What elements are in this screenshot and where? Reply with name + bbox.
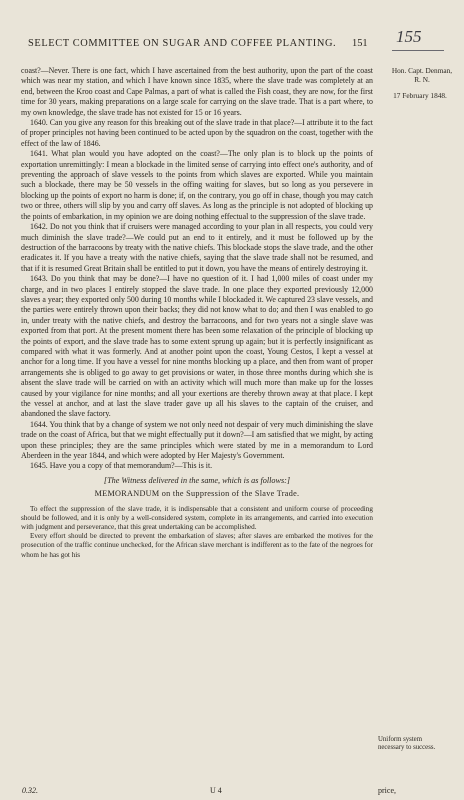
question-1645: 1645. Have you a copy of that memorandum?—This is it. [30, 461, 213, 471]
memorandum-title: MEMORANDUM on the Suppression of the Slave Trade. [94, 489, 300, 499]
handwritten-page-number: 155 [396, 27, 422, 46]
footer-catchword: price, [378, 786, 396, 795]
paragraph-continuation: coast?—Never. There is one fact, which I have ascertained from the best authority, upon the part of the coast which was near my station, and which I have known since 1835, where the slave trade was completely at an end, between the Kroo coast and Cape Palmas, a part of what is called the Fish coast, they are now, for the first time for 30 years, making preparations on a large scale for carrying on the slave trade. That is a part where, to my own knowledge, the slave trade has not existed for 15 or 16 years. [21, 66, 373, 117]
handwritten-underline [392, 50, 444, 51]
margin-memo-note: Uniform system necessary to success. [378, 736, 436, 752]
page-number: 151 [352, 38, 368, 49]
question-1640: 1640. Can you give any reason for this breaking out of the slave trade in that place?—I attribute it to the fact of proper principles not having been continued to be acted upon by the squadron on the coast, together with the effect of the law of 1846. [21, 118, 373, 148]
question-1643: 1643. Do you think that may be done?—I have no question of it. I had 1,000 miles of coast under my charge, and in two places I entirely stopped the slave trade. In one place they exported previously 12,000 slaves a year; they exported only 500 during 10 months while I blockaded it. We captured 23 slave vessels, and the parties were entirely thrown upon their backs; they did not know what to do; and then I was enabled to go in, under treaty with the native chiefs, and destroy the barracoons, and for two years not a single slave was exported from that port. At the present moment there has been some relaxation of the principle of blocking up the points of export, and the slave trade has to some extent sprung up again; but it is perfectly insignificant as compared with what it was formerly. And at another point upon the coast, Young Cestos, I kept a vessel at anchor for a long time. If you have a vessel for nine months blocking up a place, and then from want of proper arrangements she is obliged to go away to get provisions or water, in those three months during which she is absent the slave trade will be carried on with an activity which will much more than make up for the losses caused by your vigilance for nine months; and all your exertions are thereby thrown away at that place. I kept the vessel at anchor, and at last the slave trader gave up all his slaves to the captain of the cruiser, and abandoned the slave factory. [21, 274, 373, 419]
margin-date: 17 February 1848. [393, 91, 447, 100]
margin-witness-name: Hon. Capt. Denman, R. N. [391, 66, 453, 84]
question-1641: 1641. What plan would you have adopted on the coast?—The only plan is to block up the points of exportation unremittingly: I mean a blockade in the limited sense of carrying into effect one's authority, and of preventing the approach of slave vessels to the points from which slaves are exported. While you maintain such a blockade, there may be 50 vessels in the offing waiting for slaves, but so long as you persevere in blocking up the points of export no harm is done; if, on the contrary, you go off in chase, though you may catch two or three, others will slip by you and carry off slaves. As long as the principle is not adopted of blocking up the points of embarkation, in my opinion we are doing nothing effectual to the suppression of the slave trade. [21, 149, 373, 221]
body-text [21, 66, 373, 560]
footer-print-mark: 0.32. [22, 786, 38, 795]
footer-signature-mark: U 4 [210, 786, 222, 795]
question-1642: 1642. Do not you think that if cruisers were managed according to your plan in all respects, you could very much diminish the slave trade?—We could put an end to it entirely, and it must be followed up by the destruction of the barracoons by treaty with the native chiefs. This blockade stops the slave trade, and the other eradicates it. If you have a treaty with the native chiefs, saying that the slave trade shall not be resumed, and that if it is resumed Great Britain shall be entitled to put it down, you have the means of entirely destroying it. [21, 222, 373, 273]
running-header: SELECT COMMITTEE ON SUGAR AND COFFEE PLANTING. [28, 38, 337, 49]
memorandum-paragraph-1: To effect the suppression of the slave trade, it is indispensable that a consistent and uniform course of proceeding should be followed, and it is only by a well-considered system, complete in its arrangements, and carried into execution with judgment and perseverance, that this great undertaking can be accomplished. [21, 504, 373, 532]
witness-note: [The Witness delivered in the same, which is as follows:] [103, 475, 291, 485]
memorandum-paragraph-2: Every effort should be directed to prevent the embarkation of slaves; after slaves are embarked the motives for the prosecution of the traffic continue unchecked, for the African slave merchant is indifferent as to the fate of the negroes for whom he has got his [21, 532, 373, 559]
question-1644: 1644. You think that by a change of system we not only need not despair of very much diminishing the slave trade on the coast of Africa, but that we might effectually put it down?—I am satisfied that we might, by acting upon these principles; they are the same principles which were stated by me in a memorandum to Lord Aberdeen in the year 1844, and which were adopted by Her Majesty's Government. [21, 419, 373, 461]
memorandum-text [21, 505, 373, 560]
